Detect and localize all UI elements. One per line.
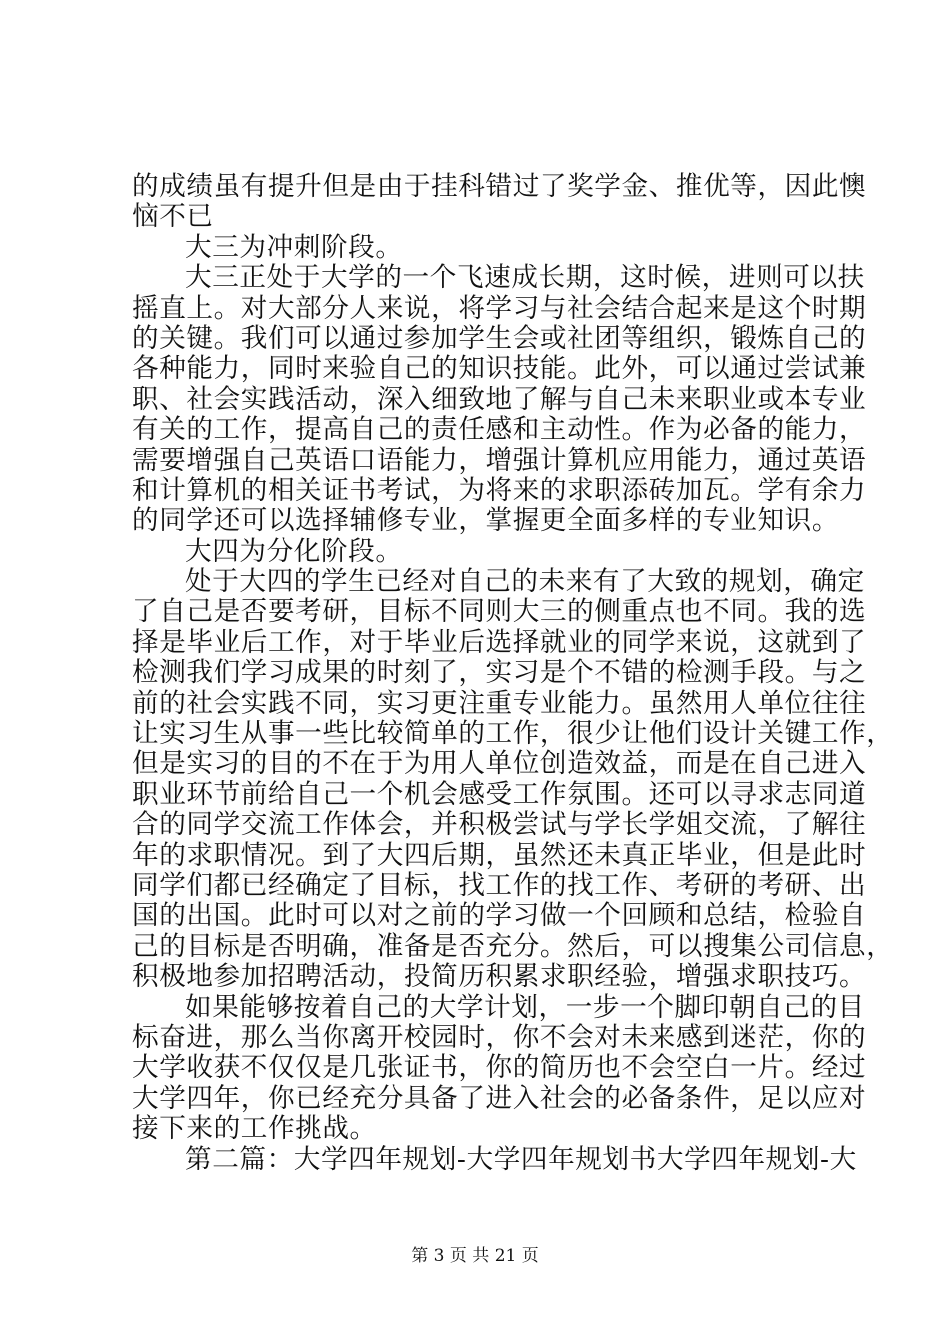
text-line: 合的同学交流工作体会，并积极尝试与学长学姐交流，了解往 — [132, 809, 867, 841]
text-line: 大学四年，你已经充分具备了进入社会的必备条件，足以应对 — [132, 1082, 867, 1114]
text-line: 让实习生从事一些比较简单的工作，很少让他们设计关键工作， — [132, 718, 894, 750]
text-line: 职、社会实践活动，深入细致地了解与自己未来职业或本专业 — [132, 383, 867, 415]
text-line: 摇直上。对大部分人来说，将学习与社会结合起来是这个时期 — [132, 292, 867, 324]
text-line: 职业环节前给自己一个机会感受工作氛围。还可以寻求志同道 — [132, 778, 867, 810]
text-line: 和计算机的相关证书考试，为将来的求职添砖加瓦。学有余力 — [132, 474, 867, 506]
text-line: 检测我们学习成果的时刻了，实习是个不错的检测手段。与之 — [132, 657, 867, 689]
page-number: 第 3 页 共 21 页 — [411, 1246, 539, 1266]
text-line: 需要增强自己英语口语能力，增强计算机应用能力，通过英语 — [132, 444, 867, 476]
text-line: 前的社会实践不同，实习更注重专业能力。虽然用人单位往往 — [132, 687, 867, 719]
text-line: 恼不已 — [132, 201, 214, 233]
text-line: 但是实习的目的不在于为用人单位创造效益，而是在自己进入 — [132, 748, 867, 780]
text-line: 大三正处于大学的一个飞速成长期，这时候，进则可以扶 — [185, 262, 865, 294]
text-line: 了自己是否要考研，目标不同则大三的侧重点也不同。我的选 — [132, 596, 867, 628]
text-line: 有关的工作，提高自己的责任感和主动性。作为必备的能力， — [132, 414, 867, 446]
text-line: 的关键。我们可以通过参加学生会或社团等组织，锻炼自己的 — [132, 322, 867, 354]
text-line: 的同学还可以选择辅修专业，掌握更全面多样的专业知识。 — [132, 505, 840, 537]
text-line: 大学收获不仅仅是几张证书，你的简历也不会空白一片。经过 — [132, 1052, 867, 1084]
text-line: 如果能够按着自己的大学计划，一步一个脚印朝自己的目 — [185, 991, 865, 1023]
text-line: 标奋进，那么当你离开校园时，你不会对未来感到迷茫，你的 — [132, 1021, 867, 1053]
text-line: 接下来的工作挑战。 — [132, 1113, 377, 1145]
text-line: 同学们都已经确定了目标，找工作的找工作、考研的考研、出 — [132, 869, 867, 901]
text-line: 择是毕业后工作，对于毕业后选择就业的同学来说，这就到了 — [132, 626, 867, 658]
text-line: 积极地参加招聘活动，投简历积累求职经验，增强求职技巧。 — [132, 961, 867, 993]
section-heading: 大四为分化阶段。 — [185, 535, 403, 567]
text-line: 己的目标是否明确，准备是否充分。然后，可以搜集公司信息， — [132, 930, 894, 962]
text-line: 的成绩虽有提升但是由于挂科错过了奖学金、推优等，因此懊 — [132, 171, 867, 202]
document-body — [132, 171, 894, 1175]
text-line: 处于大四的学生已经对自己的未来有了大致的规划，确定 — [185, 566, 865, 598]
section-heading: 第二篇：大学四年规划-大学四年规划书大学四年规划-大 — [185, 1143, 857, 1175]
section-heading: 大三为冲刺阶段。 — [185, 231, 403, 263]
text-line: 年的求职情况。到了大四后期，虽然还未真正毕业，但是此时 — [132, 839, 867, 871]
text-line: 各种能力，同时来验自己的知识技能。此外，可以通过尝试兼 — [132, 353, 867, 385]
text-line: 国的出国。此时可以对之前的学习做一个回顾和总结，检验自 — [132, 900, 867, 932]
